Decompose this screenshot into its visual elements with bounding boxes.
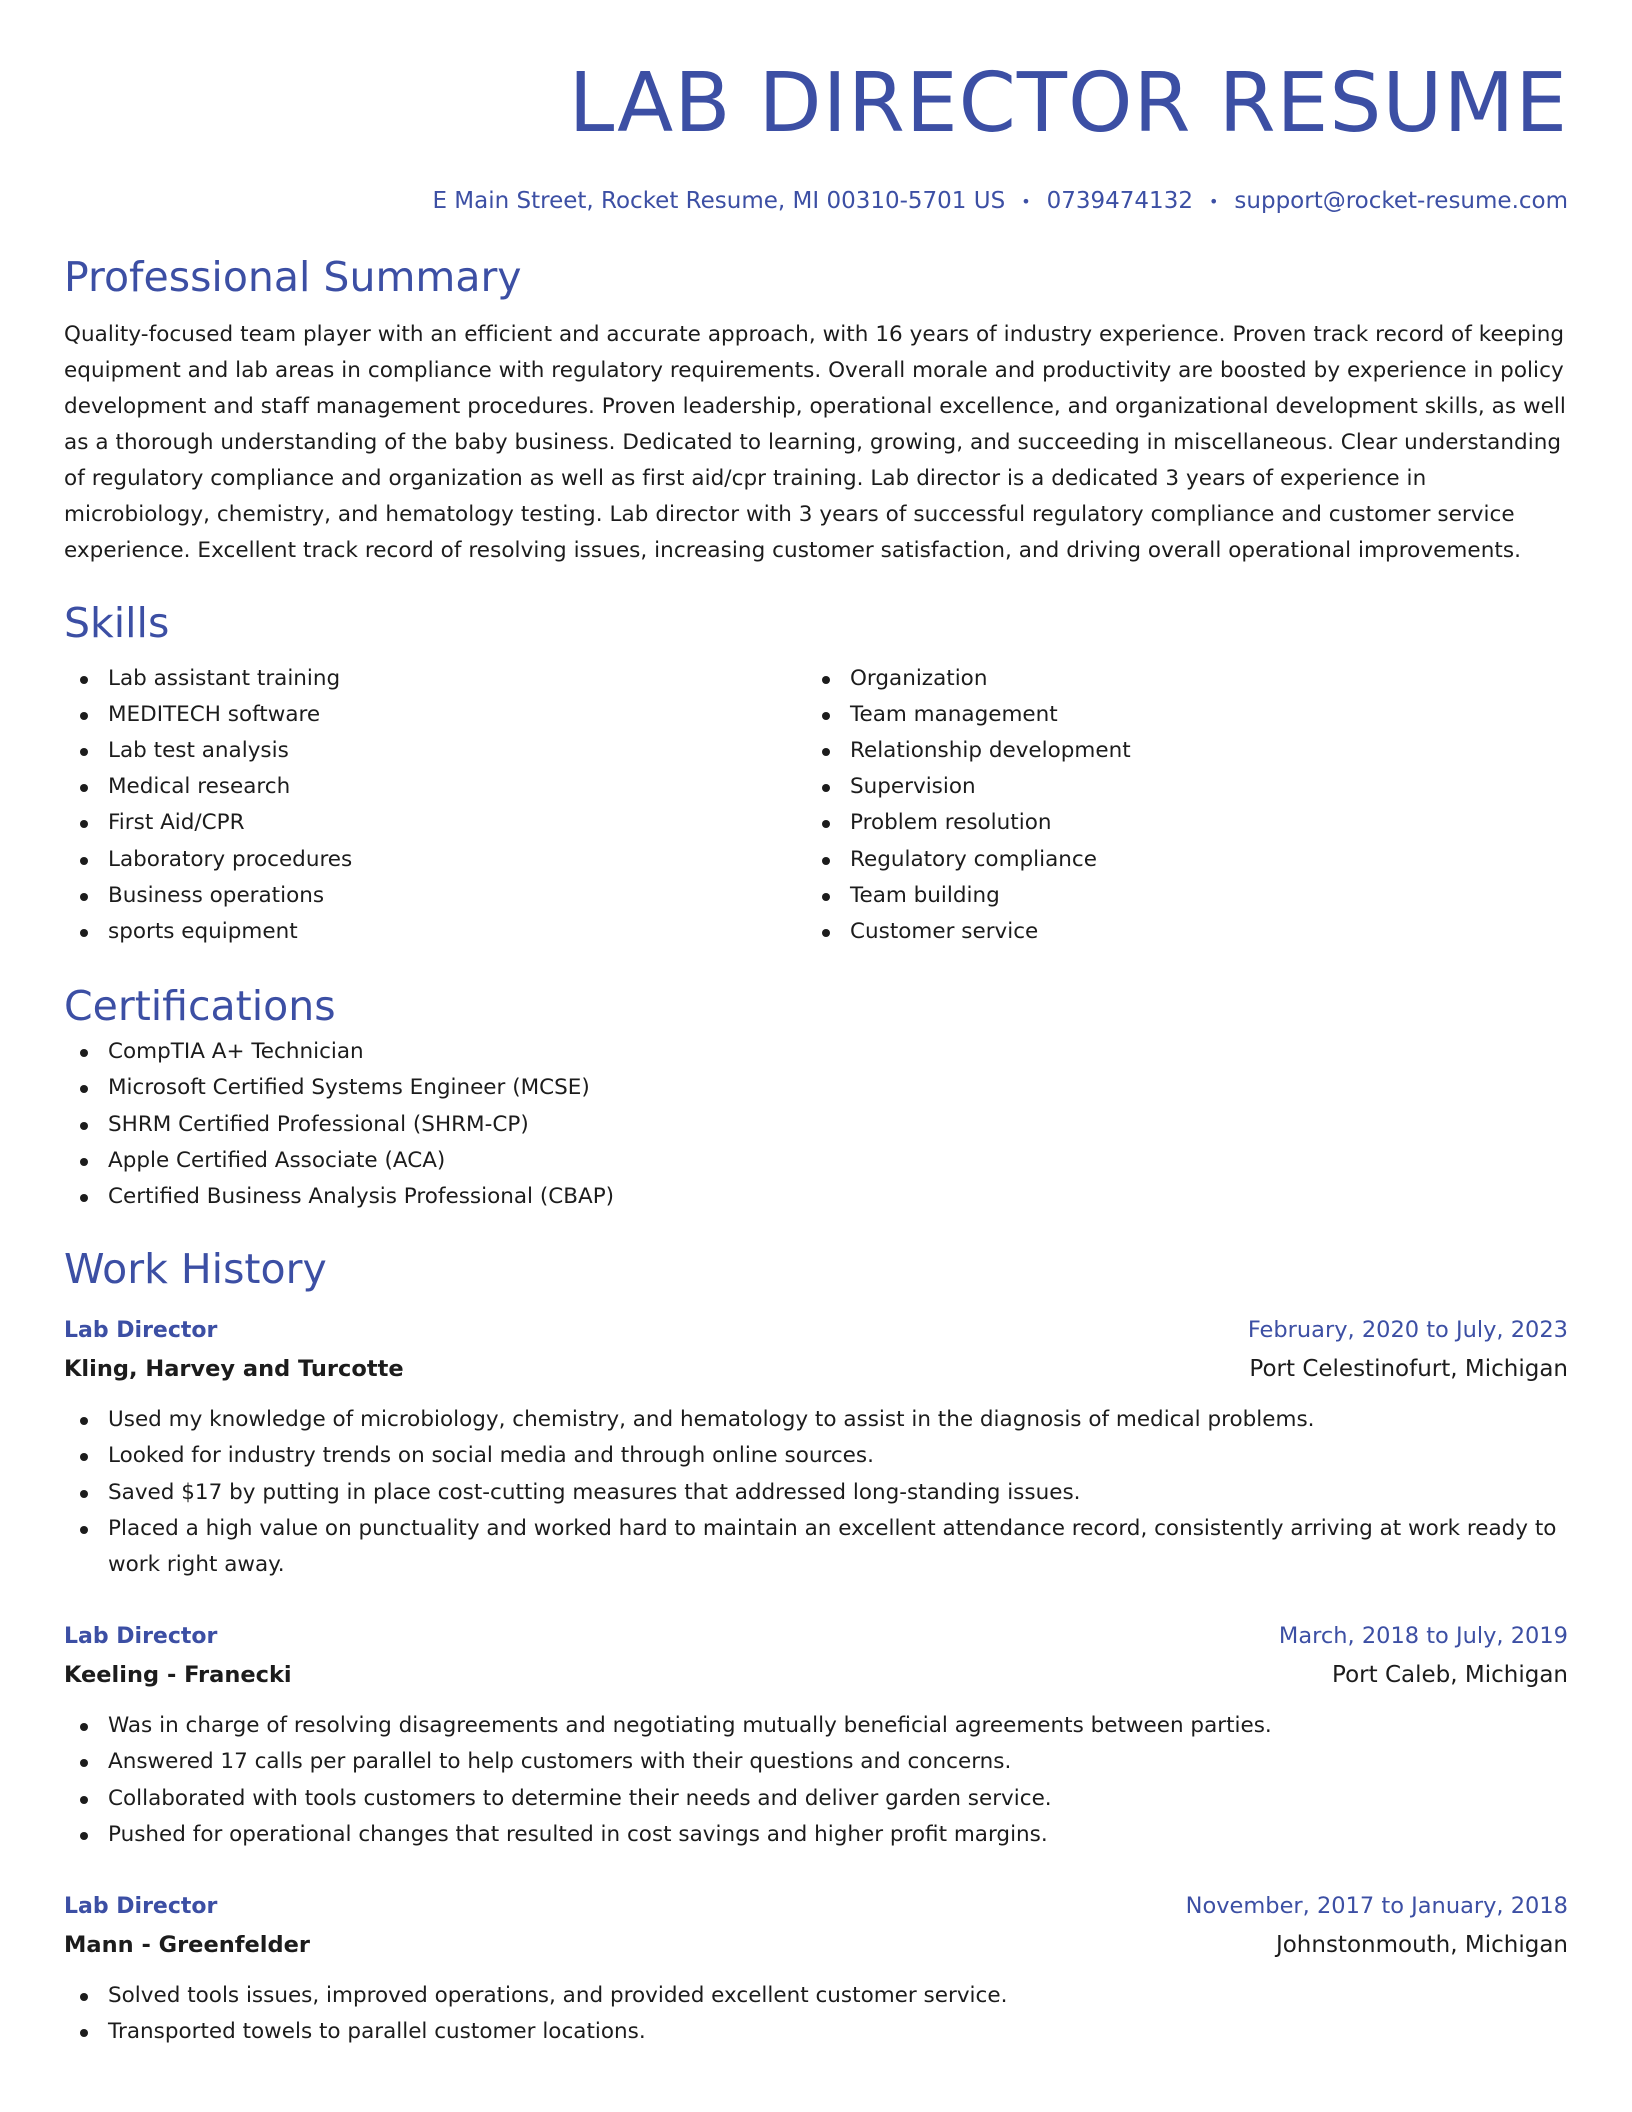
skill-item: First Aid/CPR: [108, 810, 245, 836]
resume-header: [64, 54, 1568, 219]
bullet-icon: [822, 748, 830, 756]
job-bullet-text: Looked for industry trends on social media and through online sources.: [108, 1443, 874, 1469]
bullet-icon: [822, 820, 830, 828]
bullet-icon: [80, 676, 88, 684]
bullet-icon: [80, 857, 88, 865]
list-item: [64, 1511, 1568, 1583]
list-item: [64, 1781, 1568, 1817]
skill-item: Business operations: [108, 882, 325, 908]
bullet-icon: [80, 1194, 88, 1202]
job-bullets: [64, 1402, 1568, 1583]
list-item: [806, 661, 1548, 697]
list-item: [806, 769, 1548, 805]
job-dates: March, 2018 to July, 2019: [1278, 1623, 1568, 1650]
job-bullet-text: Transported towels to parallel customer locations.: [108, 2019, 646, 2045]
list-item: [64, 1179, 1568, 1215]
job-bullet-text: Was in charge of resolving disagreements and negotiating mutually beneficial agreements between parties.: [108, 1713, 1272, 1739]
job-header-row: [64, 1887, 1568, 1926]
bullet-icon: [822, 784, 830, 792]
bullet-icon: [80, 1993, 88, 2001]
job-bullet-text: Collaborated with tools customers to determine their needs and deliver garden service.: [108, 1785, 1052, 1811]
job-title: Lab Director: [64, 1893, 218, 1919]
skills-grid: [64, 661, 1568, 951]
resume-title: LAB DIRECTOR RESUME: [568, 56, 1568, 151]
job-bullet-text: Used my knowledge of microbiology, chemistry, and hematology to assist in the diagnosis of medical problems.: [108, 1407, 1315, 1433]
list-item: [64, 1034, 1568, 1070]
job-header-row: [64, 1311, 1568, 1350]
skill-item: Supervision: [850, 774, 976, 800]
list-item: [806, 733, 1548, 769]
certifications-list: [64, 1034, 1568, 1215]
job-location: Johnstonmouth, Michigan: [1275, 1931, 1568, 1958]
job-entry: [64, 1887, 1568, 2050]
list-item: [64, 1817, 1568, 1853]
list-item: [64, 805, 806, 841]
contact-email[interactable]: support@rocket-resume.com: [1234, 188, 1568, 214]
list-item: [64, 1143, 1568, 1179]
job-entry: [64, 1311, 1568, 1583]
bullet-icon: [80, 1490, 88, 1498]
list-item: [64, 1402, 1568, 1438]
job-entry: [64, 1617, 1568, 1853]
bullet-icon: [80, 1085, 88, 1093]
skills-list-left: [64, 661, 806, 951]
list-item: [64, 1978, 1568, 2014]
job-bullets: [64, 1978, 1568, 2050]
bullet-icon: [822, 712, 830, 720]
list-item: [64, 1438, 1568, 1474]
job-company-row: [64, 1926, 1568, 1964]
job-title: Lab Director: [64, 1624, 218, 1650]
list-item: [64, 914, 806, 950]
job-company: Keeling - Franecki: [64, 1662, 292, 1689]
job-title: Lab Director: [64, 1318, 218, 1344]
bullet-icon: [80, 893, 88, 901]
bullet-icon: [80, 929, 88, 937]
bullet-icon: [80, 1832, 88, 1840]
resume-page: [64, 0, 1568, 2050]
contact-line: [64, 184, 1568, 219]
summary-heading: Professional Summary: [64, 252, 522, 301]
skill-item: Lab assistant training: [108, 665, 341, 691]
list-item: [806, 842, 1548, 878]
skill-item: Customer service: [850, 918, 1039, 944]
bullet-icon: [80, 712, 88, 720]
job-company-row: [64, 1350, 1568, 1388]
bullet-icon: [80, 1796, 88, 1804]
skill-item: Team management: [850, 701, 1058, 727]
list-item: [806, 914, 1548, 950]
skills-heading: Skills: [64, 598, 170, 647]
certification-item: Certified Business Analysis Professional (CBAP): [108, 1183, 615, 1209]
list-item: [64, 1708, 1568, 1744]
bullet-icon: [80, 748, 88, 756]
list-item: [64, 661, 806, 697]
list-item: [806, 878, 1548, 914]
certifications-heading: Certifications: [64, 982, 336, 1031]
skill-item: Problem resolution: [850, 810, 1052, 836]
job-dates: February, 2020 to July, 2023: [1247, 1317, 1568, 1344]
list-item: [64, 842, 806, 878]
job-header-row: [64, 1617, 1568, 1656]
job-company: Mann - Greenfelder: [64, 1931, 310, 1958]
list-item: [64, 878, 806, 914]
bullet-icon: [80, 1453, 88, 1461]
skills-list-right: [806, 661, 1548, 951]
bullet-icon: [80, 784, 88, 792]
job-bullet-text: Answered 17 calls per parallel to help customers with their questions and concerns.: [108, 1749, 1012, 1775]
job-company: Kling, Harvey and Turcotte: [64, 1356, 404, 1383]
list-item: [806, 697, 1548, 733]
job-dates: November, 2017 to January, 2018: [1185, 1892, 1568, 1919]
skill-item: Laboratory procedures: [108, 846, 353, 872]
skill-item: Medical research: [108, 774, 291, 800]
list-item: [64, 733, 806, 769]
certification-item: Microsoft Certified Systems Engineer (MCSE): [108, 1075, 590, 1101]
job-company-row: [64, 1656, 1568, 1694]
work-history-heading: Work History: [64, 1245, 327, 1294]
bullet-icon: [80, 820, 88, 828]
bullet-icon: [80, 2029, 88, 2037]
list-item: [64, 1107, 1568, 1143]
contact-separator: •: [1208, 191, 1219, 211]
bullet-icon: [822, 893, 830, 901]
skill-item: Regulatory compliance: [850, 846, 1097, 872]
job-bullet-text: Saved $17 by putting in place cost-cutting measures that addressed long-standing issues.: [108, 1479, 1081, 1505]
bullet-icon: [80, 1049, 88, 1057]
bullet-icon: [80, 1759, 88, 1767]
skill-item: Organization: [850, 665, 988, 691]
job-bullets: [64, 1708, 1568, 1853]
summary-text: Quality-focused team player with an efficient and accurate approach, with 16 years of industry experience. Proven track record of keeping equipment and lab areas in compliance with regulatory requirements. Overall morale and productivity are boosted by experience in policy development and staff management procedures. Proven leadership, operational excellence, and organizational development skills, as well as a thorough understanding of the baby business. Dedicated to learning, growing, and succeeding in miscellaneous. Clear understanding of regulatory compliance and organization as well as first aid/cpr training. Lab director is a dedicated 3 years of experience in microbiology, chemistry, and hematology testing. Lab director with 3 years of successful regulatory compliance and customer service experience. Excellent track record of resolving issues, increasing customer satisfaction, and driving overall operational improvements.: [64, 321, 1566, 563]
skills-column-right: [806, 661, 1548, 951]
certification-item: CompTIA A+ Technician: [108, 1039, 364, 1065]
list-item: [64, 697, 806, 733]
skills-column-left: [64, 661, 806, 951]
list-item: [64, 769, 806, 805]
contact-address: E Main Street, Rocket Resume, MI 00310-5701 US: [432, 188, 1006, 214]
skill-item: Lab test analysis: [108, 737, 289, 763]
certification-item: SHRM Certified Professional (SHRM-CP): [108, 1111, 529, 1137]
bullet-icon: [80, 1526, 88, 1534]
bullet-icon: [822, 929, 830, 937]
list-item: [64, 1070, 1568, 1106]
bullet-icon: [822, 676, 830, 684]
job-bullet-text: Pushed for operational changes that resulted in cost savings and higher profit margins.: [108, 1821, 1048, 1847]
bullet-icon: [80, 1122, 88, 1130]
skill-item: sports equipment: [108, 918, 298, 944]
bullet-icon: [80, 1158, 88, 1166]
contact-separator: •: [1021, 191, 1031, 211]
skill-item: MEDITECH software: [108, 701, 321, 727]
skill-item: Team building: [850, 882, 1000, 908]
list-item: [64, 1475, 1568, 1511]
job-location: Port Caleb, Michigan: [1332, 1662, 1568, 1689]
bullet-icon: [822, 857, 830, 865]
certification-item: Apple Certified Associate (ACA): [108, 1147, 446, 1173]
skill-item: Relationship development: [850, 737, 1131, 763]
job-bullet-text: Placed a high value on punctuality and worked hard to maintain an excellent attendance record, consistently arriving at work ready to work right away.: [108, 1515, 1557, 1577]
bullet-icon: [80, 1417, 88, 1425]
list-item: [806, 805, 1548, 841]
list-item: [64, 1744, 1568, 1780]
bullet-icon: [80, 1723, 88, 1731]
contact-phone: 0739474132: [1046, 188, 1193, 214]
job-bullet-text: Solved tools issues, improved operations, and provided excellent customer service.: [108, 1982, 1008, 2008]
list-item: [64, 2014, 1568, 2050]
job-location: Port Celestinofurt, Michigan: [1249, 1356, 1568, 1383]
